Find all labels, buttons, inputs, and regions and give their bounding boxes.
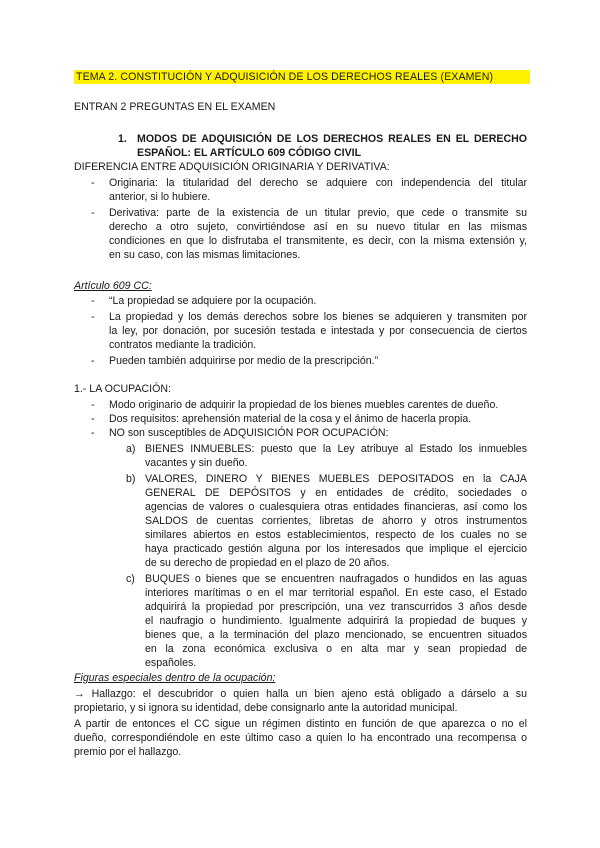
paragraph-line: A partir de entonces el CC sigue un régimen distinto en función de que aparezca o no el — [74, 718, 527, 730]
bullet-dash: - — [91, 177, 95, 189]
section-number: 1. — [118, 133, 127, 145]
list-item-line: BIENES INMUEBLES: puesto que la Ley atribuye al Estado los inmuebles — [145, 443, 527, 455]
paragraph-line: dueño, correspondiéndole en este último caso a quien lo ha encontrado una recompensa o — [74, 732, 527, 744]
section-heading-line-2: ESPAÑOL: EL ARTÍCULO 609 CÓDIGO CIVIL — [137, 147, 362, 159]
bullet-dash: - — [91, 295, 95, 307]
bullet-line: Dos requisitos: aprehensión material de la cosa y el ánimo de hacerla propia. — [109, 413, 472, 425]
bullet-line: La propiedad y los demás derechos sobre los bienes se adquieren y transmiten por — [109, 311, 527, 323]
bullet-line: Originaria: la titularidad del derecho se adquiere con independencia del titular — [109, 177, 527, 189]
list-item-line: VALORES, DINERO Y BIENES MUEBLES DEPOSITADOS en la CAJA — [145, 473, 527, 485]
bullet-line: “La propiedad se adquiere por la ocupación. — [109, 295, 317, 307]
list-item-line: españoles. — [145, 657, 197, 669]
list-marker: b) — [126, 473, 136, 485]
list-item-line: bienes que, a la terminación del plazo mencionado, se encuentren situados — [145, 629, 527, 641]
bullet-line: condiciones en que lo disfrutaba el transmitente, es decir, con la misma extensión y, — [109, 235, 527, 247]
page-title: TEMA 2. CONSTITUCIÓN Y ADQUISICIÓN DE LOS DERECHOS REALES (EXAMEN) — [74, 70, 530, 84]
bullet-line: NO son susceptibles de ADQUISICIÓN POR OCUPACIÓN: — [109, 427, 389, 439]
bullet-dash: - — [91, 427, 95, 439]
bullet-line: Derivativa: parte de la existencia de un titular previo, que cede o transmite su — [109, 207, 527, 219]
list-item-line: interiores marítimas o en el mar territorial español. En este caso, el Estado — [145, 587, 527, 599]
bullet-line: Pueden también adquirirse por medio de la prescripción.” — [109, 355, 379, 367]
list-item-line: similares abiertos en estos establecimientos, respecto de los cuales no se — [145, 529, 527, 541]
intro-text: ENTRAN 2 PREGUNTAS EN EL EXAMEN — [74, 101, 276, 113]
figuras-heading: Figuras especiales dentro de la ocupación: — [74, 672, 276, 684]
list-item-line: SALDOS de cuentas corrientes, libretas de ahorro y otros instrumentos — [145, 515, 527, 527]
section-heading-line-1: MODOS DE ADQUISICIÓN DE LOS DERECHOS REALES EN EL DERECHO — [137, 133, 527, 145]
list-item-line: haya practicado gestión alguna por los interesados que implique el ejercicio — [145, 543, 527, 555]
bullet-line: derecho a otro sujeto, convirtiéndose así en su nuevo titular en las mismas — [109, 221, 527, 233]
bullet-line: la ley, por donación, por sucesión testada e intestada y por consecuencia de ciertos — [109, 325, 527, 337]
paragraph-line: premio por el hallazgo. — [74, 746, 182, 758]
list-item-line: el naufragio o hundimiento. Igualmente adquirirá la propiedad de buques y — [145, 615, 527, 627]
list-item-line: en la zona económica exclusiva o en alta mar y sean propiedad de — [145, 643, 527, 655]
list-item-line: vacantes y sin dueño. — [145, 457, 248, 469]
list-item-line: adquirirá la propiedad por prescripción, una vez transcurridos 3 años desde — [145, 601, 527, 613]
paragraph-line: propietario, y si ignora su identidad, debe consignarlo ante la autoridad municipal. — [74, 702, 458, 714]
list-item-line: agencias de valores o cualesquiera otras entidades financieras, así como los — [145, 501, 527, 513]
bullet-dash: - — [91, 355, 95, 367]
bullet-dash: - — [91, 399, 95, 411]
bullet-line: en su caso, con las mismas limitaciones. — [109, 249, 301, 261]
article-heading: Artículo 609 CC: — [74, 280, 152, 292]
ocupacion-heading: 1.- LA OCUPACIÓN: — [74, 383, 171, 395]
list-marker: c) — [126, 573, 135, 585]
bullet-line: Modo originario de adquirir la propiedad de los bienes muebles carentes de dueño. — [109, 399, 499, 411]
bullet-line: contratos mediante la tradición. — [109, 339, 257, 351]
list-marker: a) — [126, 443, 136, 455]
list-item-line: de su derecho de propiedad en el plazo de 20 años. — [145, 557, 390, 569]
paragraph-line: → Hallazgo: el descubridor o quien halla un bien ajeno está obligado a dárselo a su — [74, 688, 527, 700]
list-item-line: BUQUES o bienes que se encuentren naufragados o hundidos en las aguas — [145, 573, 527, 585]
section-subheading: DIFERENCIA ENTRE ADQUISICIÓN ORIGINARIA Y DERIVATIVA: — [74, 161, 390, 173]
bullet-dash: - — [91, 311, 95, 323]
bullet-dash: - — [91, 207, 95, 219]
bullet-dash: - — [91, 413, 95, 425]
list-item-line: GENERAL DE DEPÓSITOS y en entidades de crédito, sociedades o — [145, 487, 527, 499]
bullet-line: anterior, si lo hubiere. — [109, 191, 211, 203]
